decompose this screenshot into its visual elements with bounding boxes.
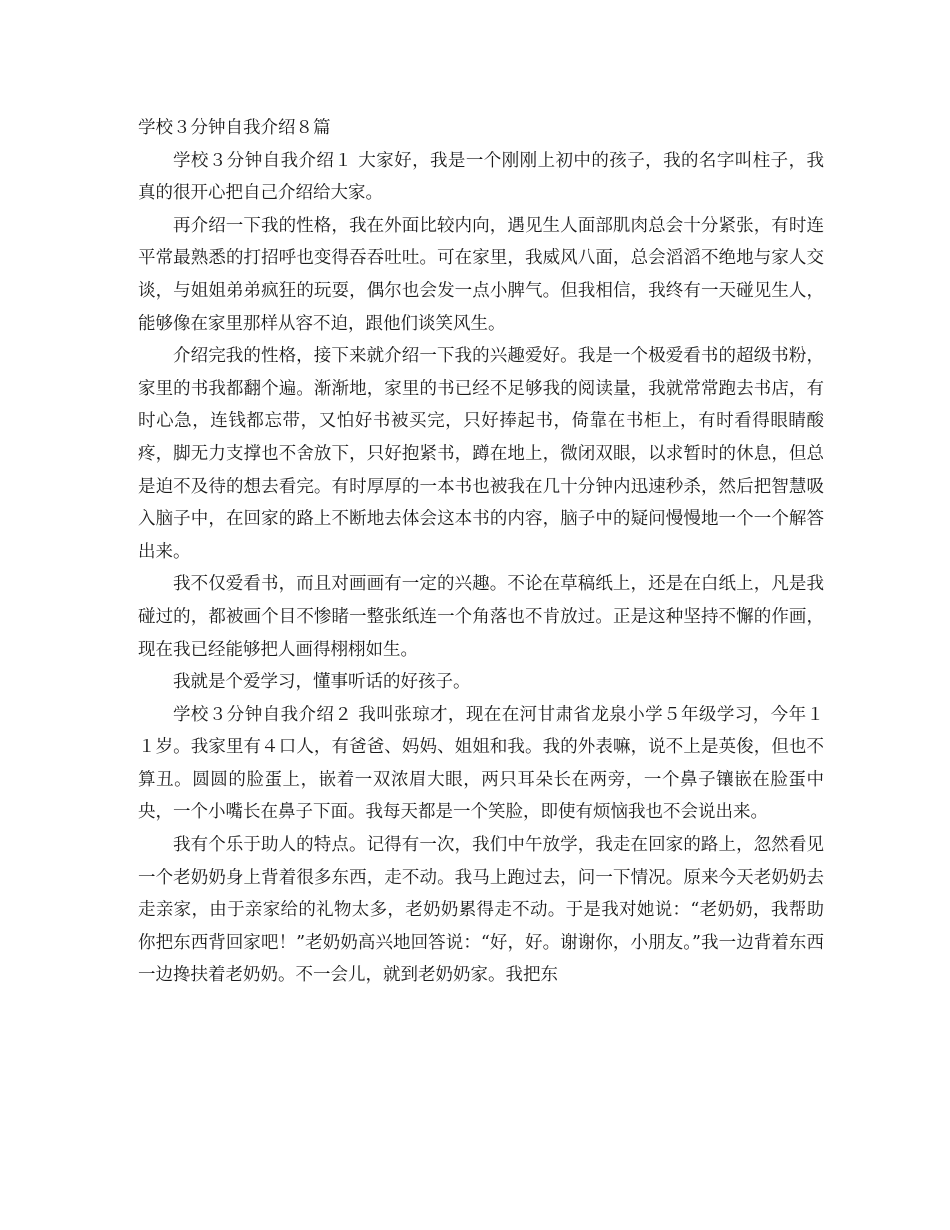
paragraph-3: 介绍完我的性格，接下来就介绍一下我的兴趣爱好。我是一个极爱看书的超级书粉，家里的书我都翻个遍。渐渐地，家里的书已经不足够我的阅读量，我就常常跑去书店，有时心急，连钱都忘带，又怕好书被买完，只好捧起书，倚靠在书柜上，有时看得眼睛酸疼，脚无力支撑也不舍放下，只好抱紧书，蹲在地上，微闭双眼，以求暂时的休息，但总是迫不及待的想去看完。有时厚厚的一本书也被我在几十分钟内迅速秒杀，然后把智慧吸入脑子中，在回家的路上不断地去体会这本书的内容，脑子中的疑问慢慢地一个一个解答出来。 — [138, 346, 824, 562]
document-title: 学校３分钟自我介绍８篇 — [138, 118, 331, 138]
paragraph-2: 再介绍一下我的性格，我在外面比较内向，遇见生人面部肌肉总会十分紧张，有时连平常最熟悉的打招呼也变得吞吞吐吐。可在家里，我威风八面，总会滔滔不绝地与家人交谈，与姐姐弟弟疯狂的玩耍，偶尔也会发一点小脾气。但我相信，我终有一天碰见生人，能够像在家里那样从容不迫，跟他们谈笑风生。 — [138, 215, 824, 334]
document-page — [138, 112, 824, 992]
paragraph-5: 我就是个爱学习，懂事听话的好孩子。 — [173, 672, 471, 693]
paragraph-7: 我有个乐于助人的特点。记得有一次，我们中午放学，我走在回家的路上，忽然看见一个老奶奶身上背着很多东西，走不动。我马上跑过去，问一下情况。原来今天老奶奶去走亲家，由于亲家给的礼物太多，老奶奶累得走不动。于是我对她说：“老奶奶，我帮助你把东西背回家吧！”老奶奶高兴地回答说：“好，好。谢谢你，小朋友。”我一边背着东西一边搀扶着老奶奶。不一会儿，就到老奶奶家。我把东 — [138, 835, 824, 986]
paragraph-1: 学校３分钟自我介绍１ 大家好，我是一个刚刚上初中的孩子，我的名字叫柱子，我真的很开心把自己介绍给大家。 — [138, 150, 824, 204]
paragraph-6: 学校３分钟自我介绍２ 我叫张琼才，现在在河甘肃省龙泉小学５年级学习，今年１１岁。我家里有４口人，有爸爸、妈妈、姐姐和我。我的外表嘛，说不上是英俊，但也不算丑。圆圆的脸蛋上，嵌着一双浓眉大眼，两只耳朵长在两旁，一个鼻子镶嵌在脸蛋中央，一个小嘴长在鼻子下面。我每天都是一个笑脸，即使有烦恼我也不会说出来。 — [138, 704, 824, 823]
paragraph-4: 我不仅爱看书，而且对画画有一定的兴趣。不论在草稿纸上，还是在白纸上，凡是我碰过的，都被画个目不惨睹一整张纸连一个角落也不肯放过。正是这种坚持不懈的作画，现在我已经能够把人画得栩栩如生。 — [138, 574, 824, 660]
